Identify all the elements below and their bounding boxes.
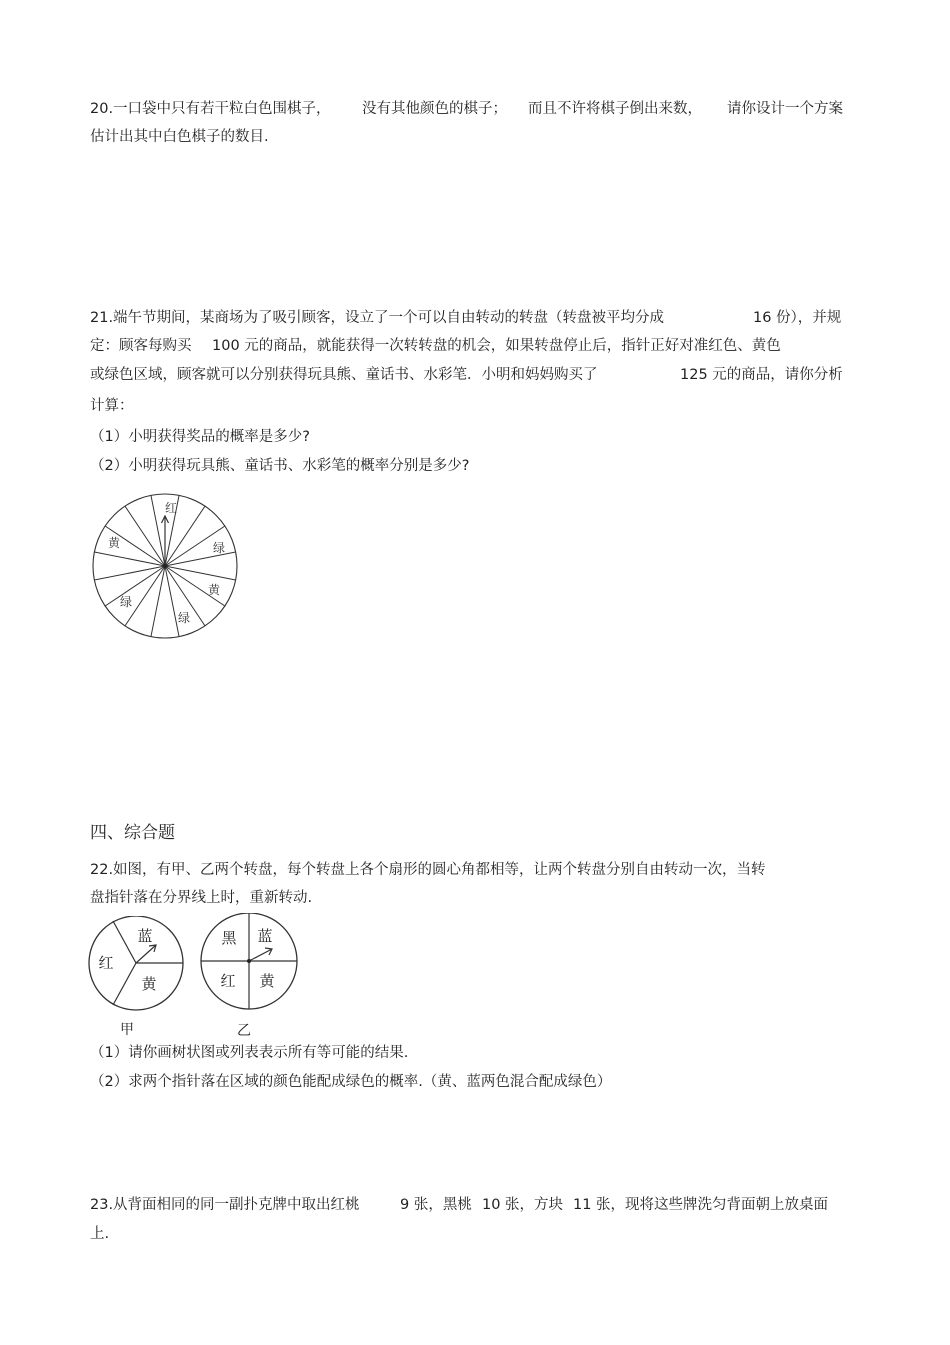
spinner-yi-caption: 乙 — [237, 1023, 251, 1039]
q20-text-part-1: 20.一口袋中只有若干粒白色围棋子， — [90, 101, 331, 117]
q23-line-1 — [90, 1195, 850, 1215]
spinner-yi-label-blue: 蓝 — [257, 927, 273, 945]
q21-sub-question-1: （1）小明获得奖品的概率是多少? — [90, 429, 310, 445]
q20-line-1 — [90, 99, 850, 119]
q21-line-3 — [90, 365, 850, 385]
spinner-yi-pointer-arrow — [249, 948, 272, 961]
q23-line-1-part-a: 23.从背面相同的同一副扑克牌中取出红桃 — [90, 1197, 360, 1213]
q23-line-2: 上. — [90, 1226, 110, 1242]
spinner-center-dot — [163, 564, 167, 568]
spinner-label-yellow-left: 黄 — [107, 536, 121, 550]
spinner-label-yellow-right: 黄 — [207, 583, 221, 597]
q20-line-2: 估计出其中白色棋子的数目. — [90, 129, 269, 145]
q21-line-3-part-b: 125 元的商品，请你分析 — [680, 367, 843, 383]
q23-line-1-part-d: 11 张，现将这些牌洗匀背面朝上放桌面 — [573, 1197, 829, 1213]
spinner-yi-label-black: 黑 — [221, 929, 237, 947]
spinner-label-green-right: 绿 — [212, 541, 226, 555]
q20-text-part-3: 而且不许将棋子倒出来数， — [528, 101, 702, 117]
spinner-label-green-bottom-left: 绿 — [119, 595, 133, 609]
section-heading: 四、综合题 — [90, 823, 175, 843]
q21-line-4: 计算： — [90, 398, 134, 414]
q21-spinner-diagram — [90, 492, 245, 644]
q21-sub-question-2: （2）小明获得玩具熊、童话书、水彩笔的概率分别是多少? — [90, 458, 470, 474]
spinner-yi-label-red: 红 — [220, 972, 236, 990]
q22-spinner-yi — [199, 913, 301, 1040]
q22-spinner-jia — [86, 916, 188, 1040]
q21-line-1-part-b: 16 份），并规 — [753, 310, 842, 326]
spinner-label-green-bottom: 绿 — [177, 611, 191, 625]
q20-text-part-2: 没有其他颜色的棋子； — [362, 101, 507, 117]
spinner-yi-center-dot — [247, 959, 251, 963]
q21-line-2-part-b: 100 元的商品，就能获得一次转转盘的机会，如果转盘停止后，指针正好对准红色、黄色 — [212, 338, 781, 354]
q22-line-2: 盘指针落在分界线上时，重新转动. — [90, 890, 313, 906]
q21-line-2 — [90, 336, 850, 356]
q21-line-3-part-a: 或绿色区域，顾客就可以分别获得玩具熊、童话书、水彩笔．小明和妈妈购买了 — [90, 367, 598, 383]
spinner-pointer-arrow — [162, 516, 169, 566]
spinner-jia-label-yellow: 黄 — [141, 975, 157, 993]
spinner-jia-caption: 甲 — [120, 1022, 134, 1038]
q20-text-part-4: 请你设计一个方案 — [727, 101, 843, 117]
q23-line-1-part-b: 9 张，黑桃 — [400, 1197, 472, 1213]
spinner-yi-label-yellow: 黄 — [259, 972, 275, 990]
spinner-jia-pointer-arrow — [136, 945, 156, 963]
q23-line-1-part-c: 10 张，方块 — [482, 1197, 564, 1213]
spinner-label-red: 红 — [164, 501, 178, 515]
q22-sub-question-2: （2）求两个指针落在区域的颜色能配成绿色的概率.（黄、蓝两色混合配成绿色） — [90, 1074, 612, 1090]
q22-sub-question-1: （1）请你画树状图或列表表示所有等可能的结果. — [90, 1045, 409, 1061]
q21-line-1-part-a: 21.端午节期间，某商场为了吸引顾客，设立了一个可以自由转动的转盘（转盘被平均分成 — [90, 310, 665, 326]
q21-line-2-part-a: 定：顾客每购买 — [90, 338, 192, 354]
q21-line-1 — [90, 308, 850, 328]
spinner-jia-label-red: 红 — [98, 954, 114, 972]
q22-line-1: 22.如图，有甲、乙两个转盘，每个转盘上各个扇形的圆心角都相等，让两个转盘分别自由转动一次，当转 — [90, 862, 766, 878]
spinner-jia-label-blue: 蓝 — [137, 927, 153, 945]
